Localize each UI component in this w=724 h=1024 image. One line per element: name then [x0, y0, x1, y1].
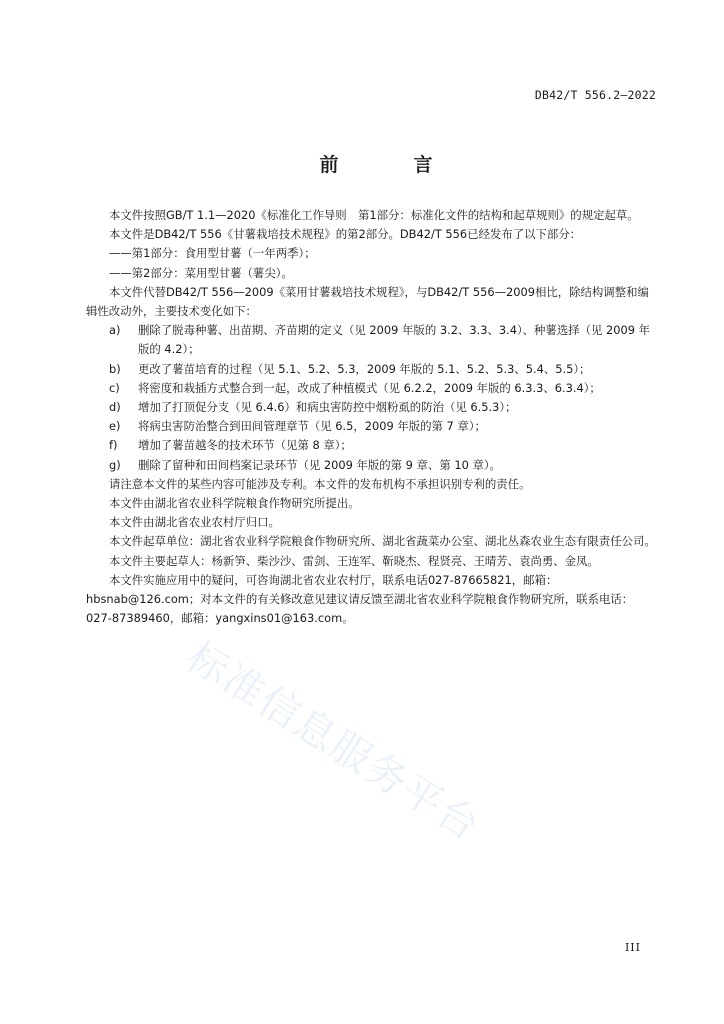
paragraph-contact: 本文件实施应用中的疑问，可咨询湖北省农业农村厅，联系电话027-87665821，邮箱：hbsnab@126.com；对本文件的有关修改意见建议请反馈至湖北省农业科学院粮食作物研究所，联系电话：027-87389460，邮箱：yangxins01@163.com。	[86, 572, 634, 626]
list-marker: c)	[109, 380, 120, 395]
paragraph-drafters: 本文件主要起草人：杨新笋、柴沙沙、雷剑、王连军、靳晓杰、程贤亮、王晴芳、袁尚勇、金凤。	[109, 553, 599, 568]
paragraph-administrator: 本文件由湖北省农业农村厅归口。	[109, 515, 280, 530]
change-list-item	[86, 321, 658, 359]
change-list-item	[86, 456, 658, 475]
list-marker: e)	[109, 419, 121, 434]
paragraph-drafting-rules: 本文件按照GB/T 1.1—2020《标准化工作导则 第1部分：标准化文件的结构和起草规则》的规定起草。	[109, 208, 639, 222]
page-number: III	[624, 941, 641, 954]
change-list-item	[86, 417, 658, 436]
paragraph-patent-notice: 请注意本文件的某些内容可能涉及专利。本文件的发布机构不承担识别专利的责任。	[109, 476, 531, 491]
change-list-item	[86, 436, 658, 455]
part-list-item: ——第2部分：菜用型甘薯（薯尖）。	[109, 265, 293, 280]
paragraph-replacement: 本文件代替DB42/T 556—2009《菜用甘薯栽培技术规程》，与DB42/T 556—2009相比，除结构调整和编辑性改动外，主要技术变化如下：	[86, 284, 649, 319]
watermark: 标准信息服务平台	[178, 633, 489, 851]
list-item-text: 增加了薯苗越冬的技术环节（见第 8 章）；	[138, 438, 352, 453]
document-code: DB42/T 556.2—2022	[534, 88, 656, 102]
page-title: 前 言	[319, 154, 461, 176]
change-list-item	[86, 379, 658, 398]
list-item-text: 更改了薯苗培育的过程（见 5.1、5.2、5.3，2009 年版的 5.1、5.2、5.3、5.4、5.5）；	[138, 361, 591, 376]
list-marker: g)	[109, 457, 121, 472]
list-marker: b)	[109, 361, 121, 376]
list-marker: f)	[109, 438, 118, 453]
list-item-text: 将密度和栽插方式整合到一起，改成了种植模式（见 6.2.2，2009 年版的 6.3.3、6.3.4）；	[138, 380, 601, 395]
list-item-text: 删除了留种和田间档案记录环节（见 2009 年版的第 9 章、第 10 章）。	[138, 457, 501, 472]
part-list-item: ——第1部分：食用型甘薯（一年两季）；	[109, 246, 316, 261]
list-marker: a)	[109, 323, 121, 338]
paragraph-proposer: 本文件由湖北省农业科学院粮食作物研究所提出。	[109, 496, 360, 511]
change-list-item	[86, 360, 658, 379]
list-marker: d)	[109, 400, 121, 415]
paragraph-part-info: 本文件是DB42/T 556《甘薯栽培技术规程》的第2部分。DB42/T 556已经发布了以下部分：	[109, 227, 582, 242]
change-list-item	[86, 398, 658, 417]
paragraph-drafting-units: 本文件起草单位：湖北省农业科学院粮食作物研究所、湖北省蔬菜办公室、湖北丛森农业生态有限责任公司。	[109, 534, 656, 549]
list-item-text: 删除了脱毒种薯、出苗期、齐苗期的定义（见 2009 年版的 3.2、3.3、3.4）、种薯选择（见 2009 年版的 4.2）；	[138, 323, 651, 357]
foreword-body	[86, 206, 658, 628]
list-item-text: 将病虫害防治整合到田间管理章节（见 6.5，2009 年版的第 7 章）；	[138, 419, 486, 434]
list-item-text: 增加了打顶促分支（见 6.4.6）和病虫害防控中烟粉虱的防治（见 6.5.3）；	[138, 400, 517, 415]
